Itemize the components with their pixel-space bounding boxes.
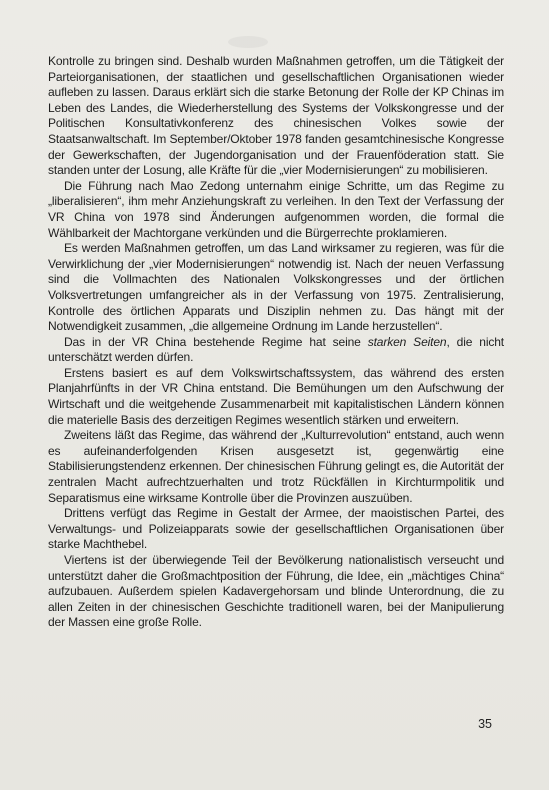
paper-smudge: [228, 36, 268, 48]
paragraph-4: [48, 335, 504, 366]
body-text: [48, 54, 504, 631]
page-number: 35: [478, 717, 492, 731]
paragraph-text: Das in der VR China bestehende Regime hat seine: [64, 334, 368, 349]
emphasized-text: starken Seiten: [367, 334, 447, 349]
paragraph-1: [48, 54, 504, 179]
paragraph-3: [48, 241, 504, 335]
paragraph-7: [48, 506, 504, 553]
paragraph-text: Viertens ist der überwiegende Teil der Bevölkerung nationalistisch verseucht und unterstützt daher die Großmachtposition der Führung, die Idee, ein „mächtiges China“ aufzubauen. Außerdem spielen Kadavergehorsam und blinde Unterordnung, die zu allen Zeiten in der chinesischen Geschichte traditionell waren, bei der Manipulierung der Massen eine große Rolle.: [48, 553, 504, 630]
paragraph-text: Die Führung nach Mao Zedong unternahm einige Schritte, um das Regime zu „liberalisieren“, ihm mehr Anziehungskraft zu verleihen. In den Text der Verfassung der VR China von 1978 sind Änderungen aufgenommen worden, die formal die Wählbarkeit der Machtorgane verkünden und die Bürgerrechte proklamieren.: [48, 178, 504, 240]
paragraph-text: Es werden Maßnahmen getroffen, um das Land wirksamer zu regieren, was für die Verwirklichung der „vier Modernisierungen“ notwendig ist. Nach der neuen Verfassung sind die Vollmachten des Nationalen Volkskongresses und der örtlichen Volksvertretungen umfangreicher als in der Verfassung von 1975. Zentralisierung, Kontrolle des örtlichen Apparats und Disziplin nehmen zu. Das hängt mit der Notwendigkeit zusammen, „die allgemeine Ordnung im Lande herzustellen“.: [48, 241, 504, 334]
paragraph-6: [48, 428, 504, 506]
paragraph-text: Zweitens läßt das Regime, das während der „Kulturrevolution“ entstand, auch wenn es aufeinanderfolgenden Krisen ausgesetzt ist, gegenwärtig eine Stabilisierungstendenz erkennen. Der chinesischen Führung gelingt es, die Autorität der zentralen Macht aufrechtzuerhalten und trotz Rückfällen in Kirchturmpolitik und Separatismus eine wirksame Kontrolle über die Provinzen auszuüben.: [48, 428, 504, 505]
paragraph-2: [48, 179, 504, 241]
paragraph-text: Kontrolle zu bringen sind. Deshalb wurden Maßnahmen getroffen, um die Tätigkeit der Parteiorganisationen, der staatlichen und gesellschaftlichen Organisationen wieder aufleben zu lassen. Daraus erklärt sich die starke Betonung der Rolle der KP Chinas im Leben des Landes, die Wiederherstellung des Systems der Volkskongresse und der Politischen Konsultativkonferenz des chinesischen Volkes sowie der Staatsanwaltschaft. Im September/Oktober 1978 fanden gesamtchinesische Kongresse der Gewerkschaften, der Jugendorganisation und der Frauenföderation statt. Sie standen unter der Losung, alle Kräfte für die „vier Modernisierungen“ zu mobilisieren.: [48, 54, 504, 178]
paragraph-5: [48, 366, 504, 428]
paragraph-text: Erstens basiert es auf dem Volkswirtschaftssystem, das während des ersten Planjahrfünfts in der VR China entstand. Die Bemühungen um den Aufschwung der Wirtschaft und die weitgehende Zusammenarbeit mit kapitalistischen Ländern können die materielle Basis des derzeitigen Regimes wesentlich stärken und erweitern.: [48, 365, 504, 427]
paragraph-8: [48, 553, 504, 631]
paragraph-text: , die nicht unterschätzt werden dürfen.: [48, 334, 504, 365]
paragraph-text: Drittens verfügt das Regime in Gestalt der Armee, der maoistischen Partei, des Verwaltungs- und Polizeiapparats sowie der gesellschaftlichen Organisationen über starke Machthebel.: [48, 506, 504, 552]
